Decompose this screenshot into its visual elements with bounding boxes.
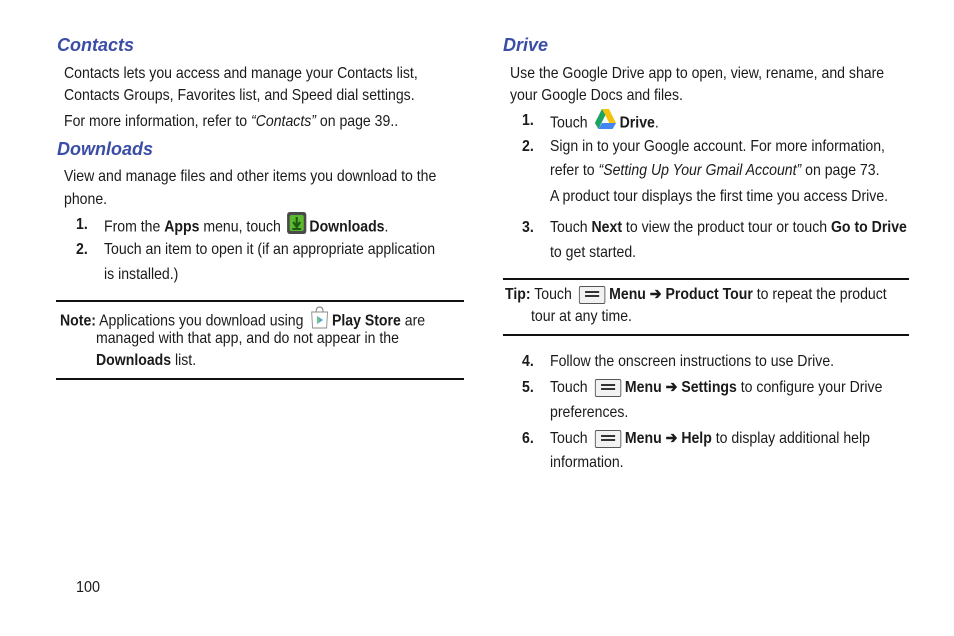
tip-line2: tour at any time. [531, 308, 632, 325]
contacts-desc-line1: Contacts lets you access and manage your Contacts list, [64, 65, 418, 82]
downloads-label: Downloads [96, 352, 172, 369]
go-to-drive-label: Go to Drive [830, 219, 907, 236]
step-number: 3. [522, 219, 534, 236]
text: Touch [550, 219, 592, 236]
text: menu, touch [199, 218, 285, 236]
text: to repeat the product [752, 286, 887, 303]
tip-bottom-rule [503, 334, 909, 336]
settings-label: Settings [681, 379, 737, 396]
text: list. [171, 352, 197, 369]
menu-label: Menu [624, 430, 662, 447]
drive-heading: Drive [503, 35, 549, 55]
help-label: Help [681, 430, 712, 447]
menu-label: Menu [624, 379, 662, 396]
note-line2: managed with that app, and do not appear in the [96, 330, 399, 347]
step-number: 2. [522, 138, 534, 155]
drive-step5-line2: preferences. [550, 404, 629, 421]
drive-step3-line2: to get started. [550, 244, 637, 261]
page-number: 100 [76, 579, 101, 596]
step-number: 5. [522, 379, 534, 396]
contacts-desc-line2: Contacts Groups, Favorites list, and Speed dial settings. [64, 87, 415, 104]
ref-suffix: on page 39.. [315, 113, 399, 130]
text: to display additional help [711, 430, 870, 447]
tip-label: Tip: [505, 286, 531, 303]
drive-desc-line2: your Google Docs and files. [510, 87, 683, 104]
menu-icon [595, 379, 621, 397]
downloads-desc-line2: phone. [64, 191, 108, 208]
downloads-desc-line1: View and manage files and other items you download to the [64, 168, 437, 185]
drive-step5-line1 [550, 376, 882, 400]
text: to configure your Drive [736, 379, 883, 396]
drive-step3-line1 [550, 217, 907, 239]
arrow: ➔ [645, 286, 666, 303]
text: Touch [530, 286, 576, 303]
contacts-heading: Contacts [57, 35, 135, 55]
contacts-ref-link: “Contacts” [251, 113, 316, 130]
drive-step1 [550, 108, 659, 139]
drive-step4: Follow the onscreen instructions to use Drive. [550, 353, 835, 370]
text: to view the product tour or touch [622, 219, 831, 236]
product-tour-label: Product Tour [665, 286, 753, 303]
contacts-reference [64, 111, 398, 133]
tip-line1 [505, 283, 887, 307]
google-drive-icon [594, 108, 617, 139]
text: From the [104, 218, 165, 236]
next-label: Next [591, 219, 623, 236]
drive-step2-line1: Sign in to your Google account. For more information, [550, 138, 885, 155]
downloads-step2-line1: Touch an item to open it (if an appropriate application [104, 241, 436, 258]
text: Touch [550, 430, 592, 447]
ref-prefix: For more information, refer to [64, 113, 252, 130]
gmail-ref-link: “Setting Up Your Gmail Account” [598, 162, 802, 179]
step-number: 4. [522, 353, 534, 370]
note-label: Note: [60, 312, 96, 330]
drive-step6-line1 [550, 427, 870, 451]
note-top-rule [56, 300, 464, 302]
drive-step6-line2: information. [550, 454, 624, 471]
note-line3 [96, 350, 196, 372]
text: Touch [550, 379, 592, 396]
note-bottom-rule [56, 378, 464, 380]
text: . [384, 218, 389, 236]
text: on page 73. [801, 162, 880, 179]
menu-icon [595, 430, 621, 448]
tip-top-rule [503, 278, 909, 280]
arrow: ➔ [661, 379, 682, 396]
downloads-label: Downloads [309, 218, 385, 236]
play-store-label: Play Store [331, 312, 401, 330]
drive-step2-line3: A product tour displays the first time you access Drive. [550, 188, 889, 205]
downloads-step2-line2: is installed.) [104, 266, 179, 283]
step-number: 2. [76, 241, 88, 258]
step-number: 6. [522, 430, 534, 447]
menu-icon [579, 286, 605, 304]
text: Applications you download using [95, 312, 308, 330]
downloads-heading: Downloads [57, 139, 154, 159]
step-number: 1. [522, 112, 534, 129]
drive-label: Drive [619, 114, 655, 132]
drive-desc-line1: Use the Google Drive app to open, view, rename, and share [510, 65, 885, 82]
text: refer to [550, 162, 599, 179]
arrow: ➔ [661, 430, 682, 447]
menu-label: Menu [609, 286, 646, 303]
drive-step2-line2 [550, 160, 880, 182]
apps-label: Apps [164, 218, 200, 236]
text: . [654, 114, 659, 132]
text: are [400, 312, 426, 330]
text: Touch [550, 114, 592, 132]
step-number: 1. [76, 216, 88, 233]
